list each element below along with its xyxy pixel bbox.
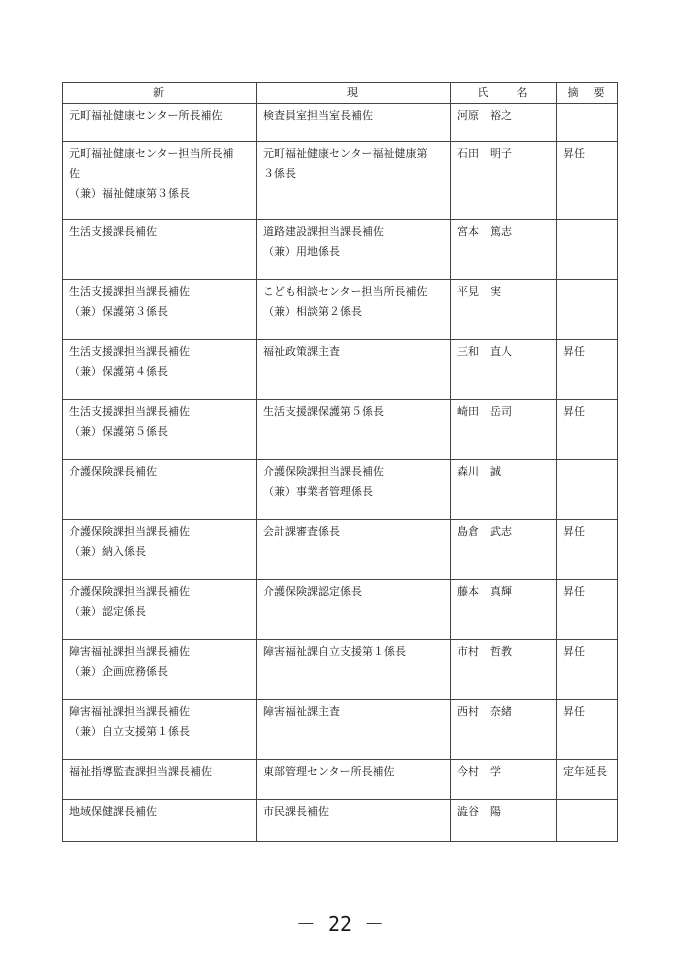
- person-name: 市村 哲教: [451, 640, 557, 700]
- person-name: 澁谷 陽: [451, 800, 557, 842]
- text-line: 生活支援課担当課長補佐: [69, 285, 190, 298]
- text-line: 検査員室担当室長補佐: [263, 109, 373, 122]
- table-row: [63, 520, 618, 580]
- text-line: 生活支援課担当課長補佐: [69, 345, 190, 358]
- table-row: [63, 104, 618, 142]
- remarks: 昇任: [557, 340, 618, 400]
- remarks: 昇任: [557, 400, 618, 460]
- text-line: 東部管理センター所長補佐: [263, 765, 395, 778]
- table-row: [63, 280, 618, 340]
- text-line: 介護保険課担当課長補佐: [69, 525, 190, 538]
- person-name: 崎田 岳司: [451, 400, 557, 460]
- text-line: （兼）用地係長: [263, 245, 340, 258]
- text-line: （兼）事業者管理係長: [263, 485, 373, 498]
- text-line: 介護保険課認定係長: [263, 585, 362, 598]
- new-position: [63, 460, 257, 520]
- current-position: [257, 280, 451, 340]
- text-line: 生活支援課保護第５係長: [263, 405, 384, 418]
- table-row: [63, 400, 618, 460]
- remarks: [557, 800, 618, 842]
- text-line: 市民課長補佐: [263, 805, 329, 818]
- text-line: 障害福祉課自立支援第１係長: [263, 645, 406, 658]
- new-position: [63, 520, 257, 580]
- remarks: 昇任: [557, 640, 618, 700]
- table-row: [63, 142, 618, 220]
- table-row: [63, 220, 618, 280]
- text-line: （兼）自立支援第１係長: [69, 725, 190, 738]
- person-name: 島倉 武志: [451, 520, 557, 580]
- header-remarks: 摘 要: [557, 83, 618, 104]
- remarks: 定年延長: [557, 760, 618, 800]
- text-line: 福祉政策課主査: [263, 345, 340, 358]
- new-position: [63, 760, 257, 800]
- header-name: 氏 名: [451, 83, 557, 104]
- new-position: [63, 580, 257, 640]
- current-position: [257, 800, 451, 842]
- header-row: [63, 83, 618, 104]
- person-name: 藤本 真輝: [451, 580, 557, 640]
- current-position: [257, 460, 451, 520]
- header-current: 現: [257, 83, 451, 104]
- person-name: 石田 明子: [451, 142, 557, 220]
- text-line: 道路建設課担当課長補佐: [263, 225, 384, 238]
- page-number: － 22 －: [295, 912, 385, 936]
- text-line: 元町福祉健康センター担当所長補: [69, 147, 234, 160]
- new-position: [63, 280, 257, 340]
- text-line: （兼）保護第４係長: [69, 365, 168, 378]
- current-position: [257, 580, 451, 640]
- text-line: 生活支援課長補佐: [69, 225, 157, 238]
- text-line: （兼）認定係長: [69, 605, 146, 618]
- current-position: [257, 220, 451, 280]
- text-line: 介護保険課長補佐: [69, 465, 157, 478]
- table-row: [63, 340, 618, 400]
- person-name: 三和 直人: [451, 340, 557, 400]
- header-new: 新: [63, 83, 257, 104]
- person-name: 森川 誠: [451, 460, 557, 520]
- text-line: 障害福祉課担当課長補佐: [69, 645, 190, 658]
- new-position: [63, 104, 257, 142]
- text-line: （兼）納入係長: [69, 545, 146, 558]
- current-position: [257, 400, 451, 460]
- text-line: 福祉指導監査課担当課長補佐: [69, 765, 212, 778]
- current-position: [257, 340, 451, 400]
- person-name: 平見 実: [451, 280, 557, 340]
- table-row: [63, 580, 618, 640]
- table-row: [63, 800, 618, 842]
- new-position: [63, 340, 257, 400]
- text-line: 介護保険課担当課長補佐: [69, 585, 190, 598]
- remarks: [557, 280, 618, 340]
- person-name: 西村 奈緒: [451, 700, 557, 760]
- text-line: 障害福祉課担当課長補佐: [69, 705, 190, 718]
- remarks: 昇任: [557, 580, 618, 640]
- text-line: ３係長: [263, 167, 296, 180]
- remarks: [557, 104, 618, 142]
- remarks: 昇任: [557, 520, 618, 580]
- new-position: [63, 700, 257, 760]
- current-position: [257, 520, 451, 580]
- text-line: 介護保険課担当課長補佐: [263, 465, 384, 478]
- remarks: 昇任: [557, 700, 618, 760]
- table-row: [63, 760, 618, 800]
- text-line: （兼）企画庶務係長: [69, 665, 168, 678]
- text-line: 生活支援課担当課長補佐: [69, 405, 190, 418]
- current-position: [257, 760, 451, 800]
- current-position: [257, 700, 451, 760]
- new-position: [63, 142, 257, 220]
- new-position: [63, 400, 257, 460]
- text-line: 佐: [69, 167, 80, 180]
- text-line: 地域保健課長補佐: [69, 805, 157, 818]
- remarks: 昇任: [557, 142, 618, 220]
- person-name: 今村 学: [451, 760, 557, 800]
- current-position: [257, 142, 451, 220]
- table-row: [63, 460, 618, 520]
- current-position: [257, 640, 451, 700]
- text-line: 障害福祉課主査: [263, 705, 340, 718]
- text-line: （兼）保護第３係長: [69, 305, 168, 318]
- text-line: 元町福祉健康センター福祉健康第: [263, 147, 428, 160]
- new-position: [63, 800, 257, 842]
- table-row: [63, 640, 618, 700]
- person-name: 河原 裕之: [451, 104, 557, 142]
- text-line: こども相談センター担当所長補佐: [263, 285, 428, 298]
- person-name: 宮本 篤志: [451, 220, 557, 280]
- text-line: （兼）相談第２係長: [263, 305, 362, 318]
- table-row: [63, 700, 618, 760]
- text-line: （兼）福祉健康第３係長: [69, 187, 190, 200]
- text-line: （兼）保護第５係長: [69, 425, 168, 438]
- text-line: 会計課審査係長: [263, 525, 340, 538]
- new-position: [63, 640, 257, 700]
- text-line: 元町福祉健康センター所長補佐: [69, 109, 223, 122]
- new-position: [63, 220, 257, 280]
- remarks: [557, 460, 618, 520]
- personnel-table: [62, 82, 618, 842]
- remarks: [557, 220, 618, 280]
- current-position: [257, 104, 451, 142]
